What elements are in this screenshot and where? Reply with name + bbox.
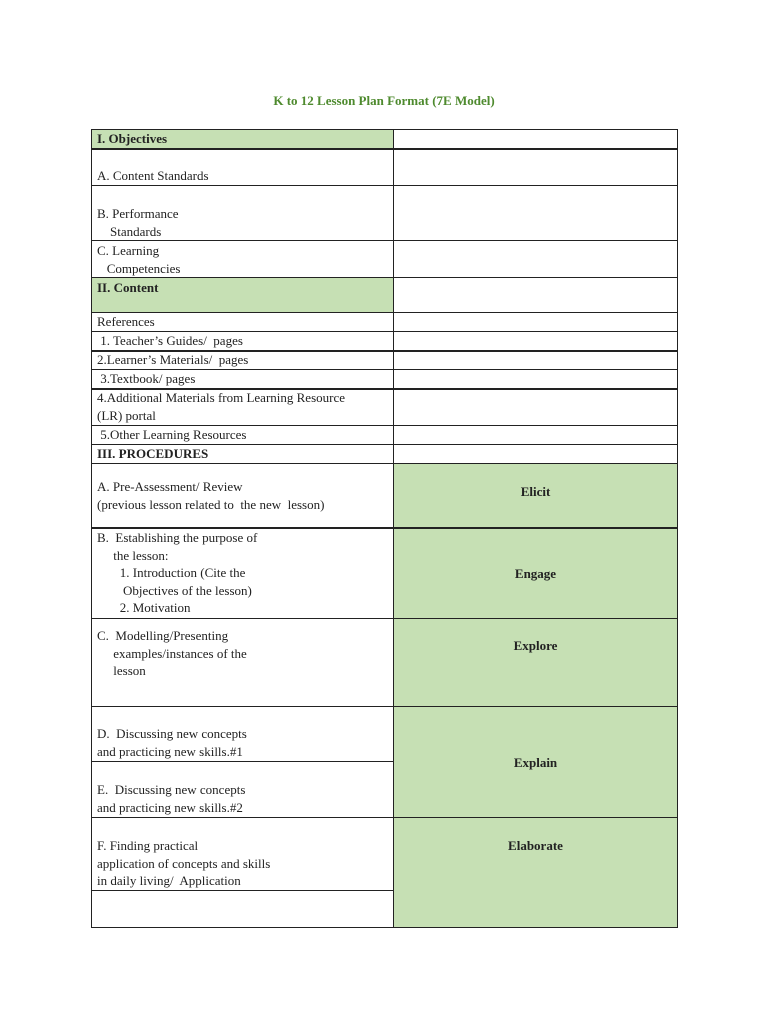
phase-explore: Explore — [393, 619, 678, 707]
row-divider — [91, 761, 393, 762]
objective-performance-standards: B. Performance Standards — [97, 206, 179, 239]
phase-elicit: Elicit — [393, 464, 678, 528]
row-divider — [91, 388, 678, 390]
table-border-bottom — [91, 927, 678, 928]
row-divider — [91, 277, 678, 278]
row-divider — [91, 331, 678, 332]
row-divider — [91, 240, 678, 241]
phase-engage: Engage — [393, 528, 678, 619]
page-title: K to 12 Lesson Plan Format (7E Model) — [273, 93, 495, 108]
row-divider — [91, 425, 678, 426]
row-divider — [91, 185, 678, 186]
row-divider — [91, 618, 678, 619]
section-procedures: III. PROCEDURES — [97, 446, 209, 461]
row-divider — [91, 527, 678, 529]
reference-textbook: 3.Textbook/ pages — [97, 371, 196, 386]
row-divider — [91, 817, 678, 818]
row-divider — [91, 369, 678, 370]
reference-teachers-guides: 1. Teacher’s Guides/ pages — [97, 333, 243, 348]
reference-other-resources: 5.Other Learning Resources — [97, 427, 247, 442]
section-objectives: I. Objectives — [91, 129, 393, 149]
row-divider — [91, 706, 678, 707]
procedure-f: F. Finding practical application of concepts and skills in daily living/ Application — [97, 838, 271, 888]
reference-additional-materials: 4.Additional Materials from Learning Resource (LR) portal — [97, 390, 346, 423]
row-divider — [91, 890, 393, 891]
objective-learning-competencies: C. Learning Competencies — [97, 243, 181, 276]
row-divider — [91, 463, 678, 464]
procedure-e: E. Discussing new concepts and practicing new skills.#2 — [97, 782, 246, 815]
reference-learners-materials: 2.Learner’s Materials/ pages — [97, 352, 249, 367]
objective-content-standards: A. Content Standards — [97, 168, 209, 183]
row-divider — [91, 312, 678, 313]
procedure-a: A. Pre-Assessment/ Review (previous lesson related to the new lesson) — [97, 479, 325, 512]
procedure-b: B. Establishing the purpose of the lesson: 1. Introduction (Cite the Objectives of the lesson) 2. Motivation — [97, 530, 258, 615]
procedure-c: C. Modelling/Presenting examples/instances of the lesson — [97, 628, 247, 678]
procedure-d: D. Discussing new concepts and practicing new skills.#1 — [97, 726, 247, 759]
row-divider — [91, 148, 678, 150]
phase-elaborate: Elaborate — [393, 818, 678, 928]
phase-explain: Explain — [393, 707, 678, 818]
table-border-top — [91, 129, 678, 130]
row-divider — [91, 444, 678, 445]
references-header: References — [97, 314, 155, 329]
row-divider — [91, 350, 678, 352]
lesson-plan-table — [91, 129, 678, 928]
section-content: II. Content — [91, 278, 393, 312]
